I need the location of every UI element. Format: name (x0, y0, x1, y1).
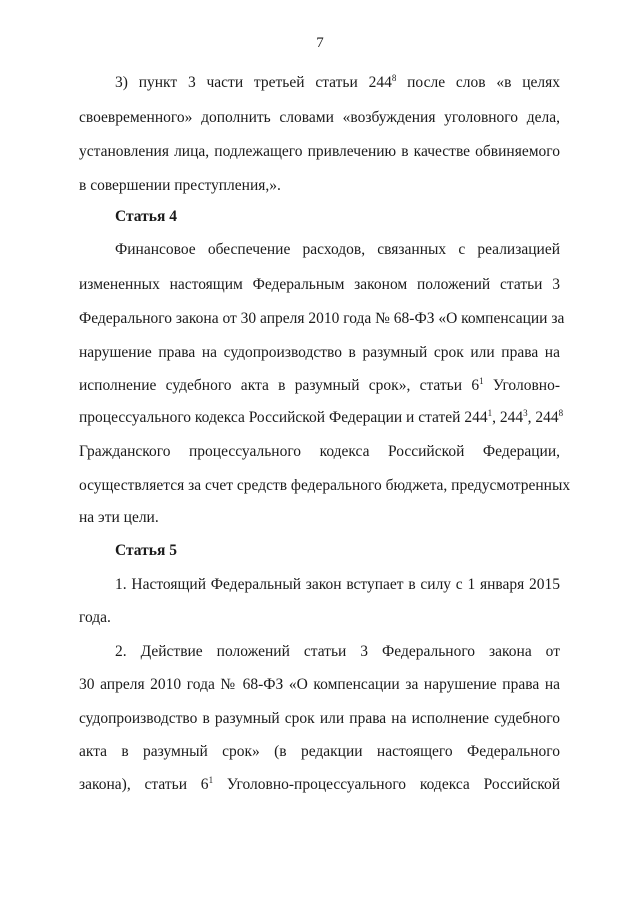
page-number: 7 (316, 35, 324, 51)
text-line: процессуального кодекса Российской Федерации и статей $244^1$, $244^3$, $244^8$ (79, 408, 564, 426)
article-heading: Статья 4 (115, 208, 177, 225)
text-line: своевременного» дополнить словами «возбуждения уголовного дела, (79, 109, 560, 126)
text-line: судопроизводство в разумный срок или права на исполнение судебного (79, 710, 560, 727)
text-line: Гражданского процессуального кодекса Российской Федерации, (79, 443, 560, 460)
text-line: осуществляется за счет средств федерального бюджета, предусмотренных (79, 477, 571, 494)
text-line: в совершении преступления,». (79, 177, 281, 194)
text-line: исполнение судебного акта в разумный срок», статьи $6^1$ Уголовно- (79, 376, 560, 394)
text-line: Финансовое обеспечение расходов, связанных с реализацией (115, 241, 560, 258)
text-line: 2. Действие положений статьи 3 Федерального закона от (115, 643, 560, 660)
text-line: 30 апреля 2010 года № 68-ФЗ «О компенсации за нарушение права на (79, 676, 560, 693)
text-line: Федерального закона от 30 апреля 2010 года № 68-ФЗ «О компенсации за (79, 310, 565, 327)
text-line: установления лица, подлежащего привлечению в качестве обвиняемого (79, 143, 560, 160)
text-line: на эти цели. (79, 509, 159, 526)
text-line: 3) пункт 3 части третьей статьи $244^8$ после слов «в целях (115, 73, 561, 91)
text-line: нарушение права на судопроизводство в разумный срок или права на (79, 344, 560, 361)
article-heading: Статья 5 (115, 542, 177, 559)
text-line: измененных настоящим Федеральным законом положений статьи 3 (79, 276, 560, 293)
text-line: 1. Настоящий Федеральный закон вступает в силу с 1 января 2015 (115, 576, 560, 593)
text-line: года. (79, 609, 111, 626)
text-line: закона), статьи $6^1$ Уголовно-процессуального кодекса Российской (79, 775, 560, 793)
text-line: акта в разумный срок» (в редакции настоящего Федерального (79, 743, 560, 760)
